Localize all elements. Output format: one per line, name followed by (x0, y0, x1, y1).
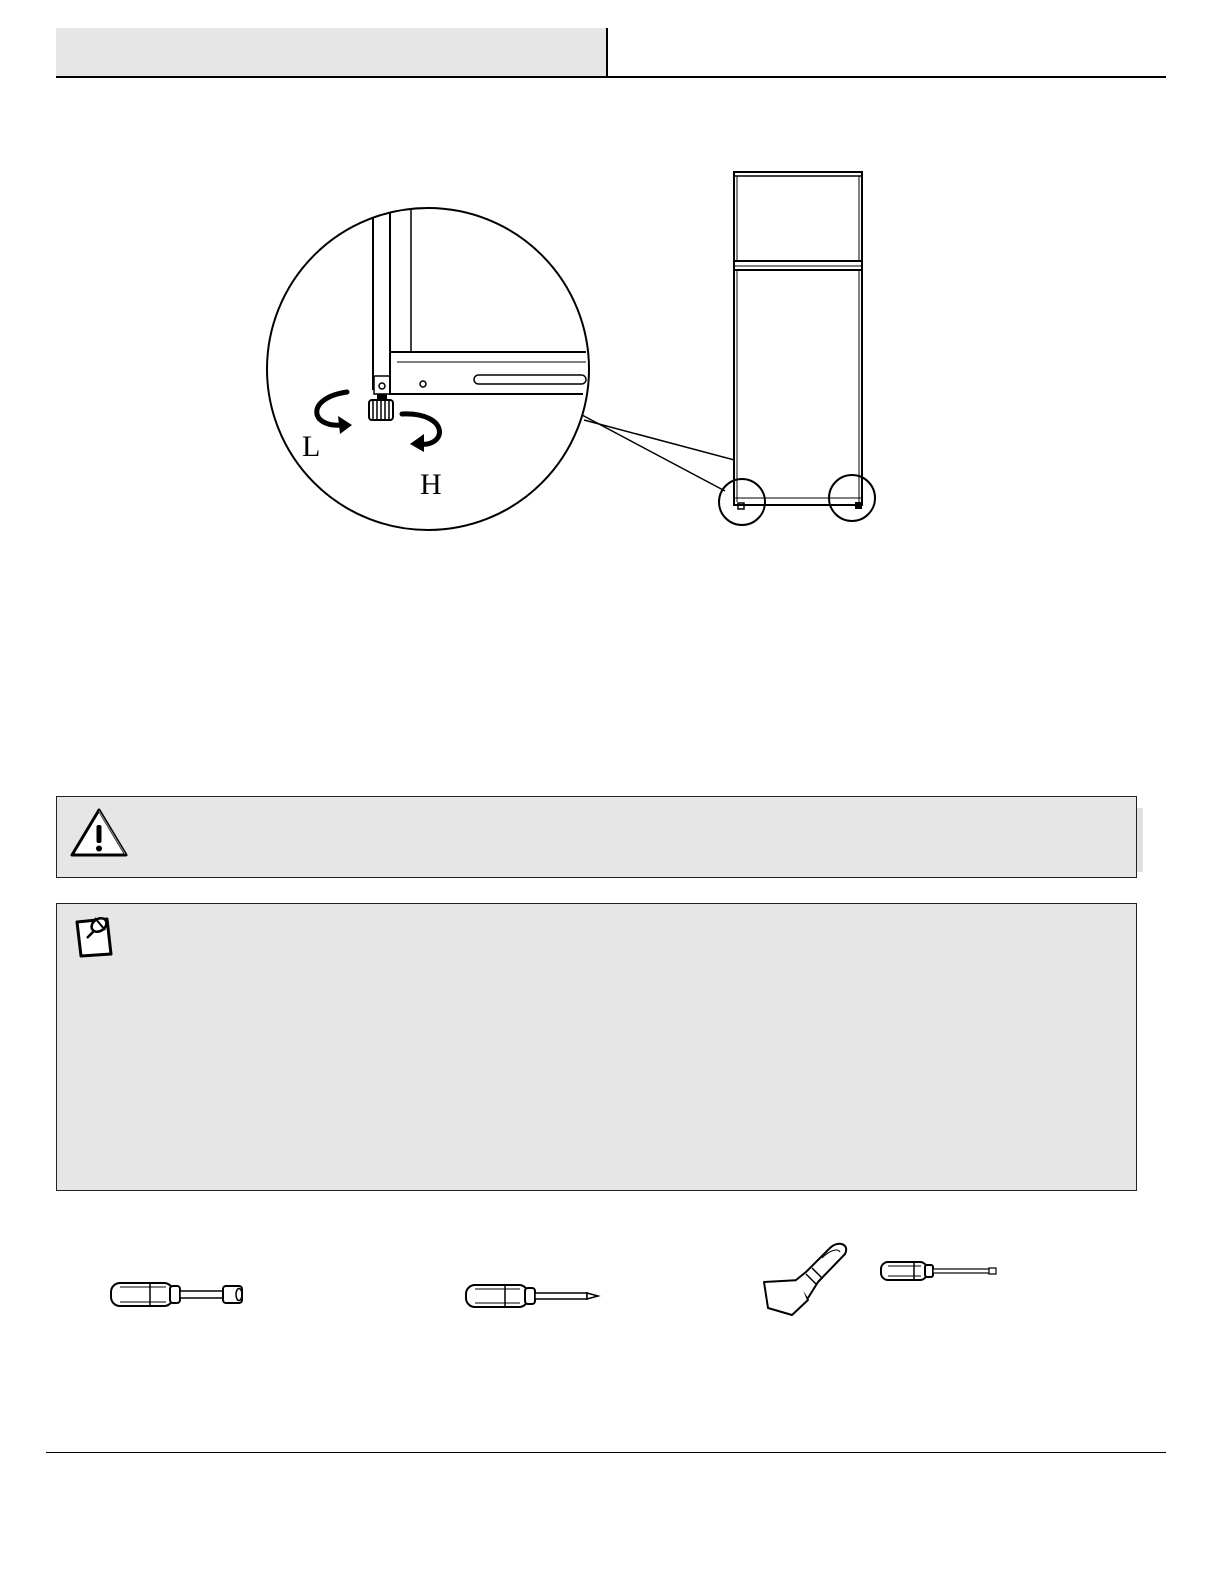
tools-needed (0, 1220, 1224, 1330)
magnified-leg-detail (267, 208, 589, 530)
leveling-leg-diagram (0, 0, 1224, 560)
note-pin-icon (73, 910, 117, 960)
label-low: L (302, 430, 321, 463)
flat-screwdriver-icon (881, 1262, 996, 1280)
refrigerator-front-view (734, 172, 862, 505)
note-box (56, 903, 1137, 1191)
nut-driver-icon (111, 1283, 242, 1306)
phillips-screwdriver-icon (466, 1285, 598, 1307)
warning-triangle-icon (69, 807, 129, 859)
putty-knife-icon (764, 1244, 846, 1315)
warning-box-edge (1137, 808, 1143, 872)
warning-box (56, 796, 1137, 878)
footer-rule (46, 1452, 1166, 1453)
label-high: H (420, 468, 442, 501)
